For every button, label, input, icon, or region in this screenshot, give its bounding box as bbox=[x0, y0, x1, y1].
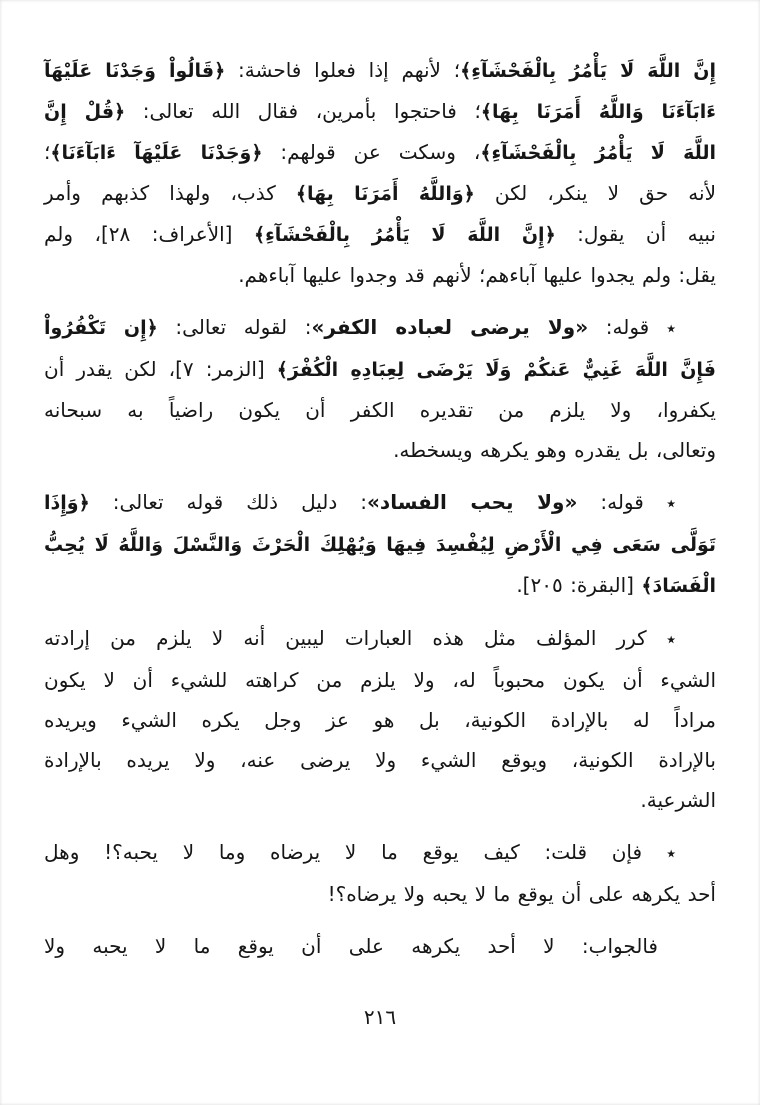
quran-quote: ﴿وَاللَّهُ أَمَرَنَا بِهَا﴾ bbox=[295, 183, 475, 205]
commentary-text: كذب، ولهذا كذبهم وأمر bbox=[44, 181, 296, 205]
text-line bbox=[44, 349, 716, 390]
para-faljawab bbox=[44, 926, 716, 966]
quran-quote: الْفَسَادَ﴾ bbox=[641, 575, 716, 597]
text-line bbox=[44, 926, 716, 966]
quran-quote: ءَابَآءَنَا وَاللَّهُ أَمَرَنَا بِهَا﴾ bbox=[480, 101, 716, 123]
para-la-yuhibb-alfasad bbox=[44, 482, 716, 606]
text-line bbox=[44, 132, 716, 173]
para-la-yarda-alkufr bbox=[44, 307, 716, 470]
text-line bbox=[44, 740, 716, 780]
text-line bbox=[44, 618, 716, 660]
commentary-text: : دليل ذلك قوله تعالى: bbox=[89, 490, 368, 514]
text-line bbox=[44, 173, 716, 214]
quran-quote: ﴿وَإِذَا bbox=[44, 492, 90, 514]
commentary-text: لأنه حق لا ينكر، لكن bbox=[474, 181, 716, 205]
para-quran-commentary-fahsha bbox=[44, 50, 716, 295]
quran-quote: تَوَلَّى سَعَى فِي الْأَرْضِ لِيُفْسِدَ فِيهَا وَيُهْلِكَ الْحَرْثَ وَالنَّسْلَ وَاللَّهُ لَا يُحِبُّ bbox=[44, 534, 716, 556]
text-line bbox=[44, 660, 716, 700]
paragraph-marker-icon: ٭ bbox=[646, 629, 676, 650]
commentary-text: [البقرة: ٢٠٥]. bbox=[516, 573, 642, 597]
emphasis-quote: «ولا يرضى لعباده الكفر» bbox=[311, 315, 589, 339]
text-line bbox=[44, 214, 716, 255]
paragraph-marker-icon: ٭ bbox=[642, 843, 677, 864]
text-line bbox=[44, 524, 716, 565]
commentary-text: مراداً له بالإرادة الكونية، بل هو عز وجل يكره الشيء ويريده bbox=[44, 708, 716, 732]
text-line bbox=[44, 50, 716, 91]
commentary-text: قوله: bbox=[577, 490, 644, 514]
commentary-text: نبيه أن يقول: bbox=[555, 222, 716, 246]
commentary-text: الشيء أن يكون محبوباً له، ولا يلزم من كراهته للشيء أن لا يكون bbox=[44, 668, 716, 692]
text-line bbox=[44, 91, 716, 132]
text-line bbox=[44, 874, 716, 914]
paragraph-marker-icon: ٭ bbox=[649, 318, 676, 339]
commentary-text: يكفروا، ولا يلزم من تقديره الكفر أن يكون راضياً به سبحانه bbox=[44, 398, 716, 422]
commentary-text: فإن قلت: كيف يوقع ما لا يرضاه وما لا يحبه؟! وهل bbox=[44, 840, 643, 864]
commentary-text: بالإرادة الكونية، ويوقع الشيء ولا يرضى عنه، ولا يريده بالإرادة bbox=[44, 748, 716, 772]
text-line bbox=[44, 430, 716, 470]
commentary-text: [الأعراف: ٢٨]، ولم bbox=[44, 222, 254, 246]
commentary-text: فالجواب: لا أحد يكرهه على أن يوقع ما لا يحبه ولا bbox=[44, 934, 658, 958]
commentary-text: [الزمر: ٧]، لكن يقدر أن bbox=[44, 357, 277, 381]
para-fain-qulta bbox=[44, 832, 716, 914]
text-line bbox=[44, 390, 716, 430]
quran-quote: ﴿وَجَدْنَا عَلَيْهَآ ءَابَآءَنَا﴾ bbox=[50, 142, 263, 164]
commentary-text: ؛ bbox=[44, 140, 51, 164]
text-line bbox=[44, 307, 716, 349]
commentary-text: كرر المؤلف مثل هذه العبارات ليبين أنه لا يلزم من إرادته bbox=[44, 626, 647, 650]
commentary-text: ؛ لأنهم إذا فعلوا فاحشة: bbox=[225, 58, 461, 82]
text-line bbox=[44, 832, 716, 874]
commentary-text: الشرعية. bbox=[640, 788, 716, 812]
commentary-text: ، وسكت عن قولهم: bbox=[262, 140, 481, 164]
emphasis-quote: «ولا يحب الفساد» bbox=[367, 490, 578, 514]
paragraph-marker-icon: ٭ bbox=[643, 493, 676, 514]
text-line bbox=[44, 565, 716, 606]
page-number: ٢١٦ bbox=[363, 1005, 397, 1029]
text-line bbox=[44, 700, 716, 740]
text-block bbox=[44, 50, 716, 966]
commentary-text: ؛ فاحتجوا بأمرين، فقال الله تعالى: bbox=[125, 99, 481, 123]
commentary-text: أحد يكرهه على أن يوقع ما لا يحبه ولا يرضاه؟! bbox=[327, 882, 716, 906]
commentary-text: : لقوله تعالى: bbox=[157, 315, 312, 339]
quran-quote: ﴿قَالُواْ وَجَدْنَا عَلَيْهَآ bbox=[44, 60, 226, 82]
quran-quote: فَإِنَّ اللَّهَ غَنِيٌّ عَنكُمْ وَلَا يَرْضَى لِعِبَادِهِ الْكُفْرَ﴾ bbox=[276, 359, 716, 381]
text-line bbox=[44, 255, 716, 295]
quran-quote: إِنَّ اللَّهَ لَا يَأْمُرُ بِالْفَحْشَآءِ﴾ bbox=[460, 60, 716, 82]
quran-quote: ﴿إِن تَكْفُرُواْ bbox=[44, 317, 158, 339]
para-karrara-almuallif bbox=[44, 618, 716, 820]
text-line bbox=[44, 482, 716, 524]
quran-quote: اللَّهَ لَا يَأْمُرُ بِالْفَحْشَآءِ﴾ bbox=[480, 142, 716, 164]
quran-quote: ﴿قُلْ إِنَّ bbox=[44, 101, 126, 123]
commentary-text: يقل: ولم يجدوا عليها آباءهم؛ لأنهم قد وجدوا عليها آباءهم. bbox=[238, 263, 716, 287]
commentary-text: وتعالى، بل يقدره وهو يكرهه ويسخطه. bbox=[393, 438, 716, 462]
text-line bbox=[44, 780, 716, 820]
quran-quote: ﴿إِنَّ اللَّهَ لَا يَأْمُرُ بِالْفَحْشَآءِ﴾ bbox=[253, 224, 556, 246]
commentary-text: قوله: bbox=[588, 315, 650, 339]
